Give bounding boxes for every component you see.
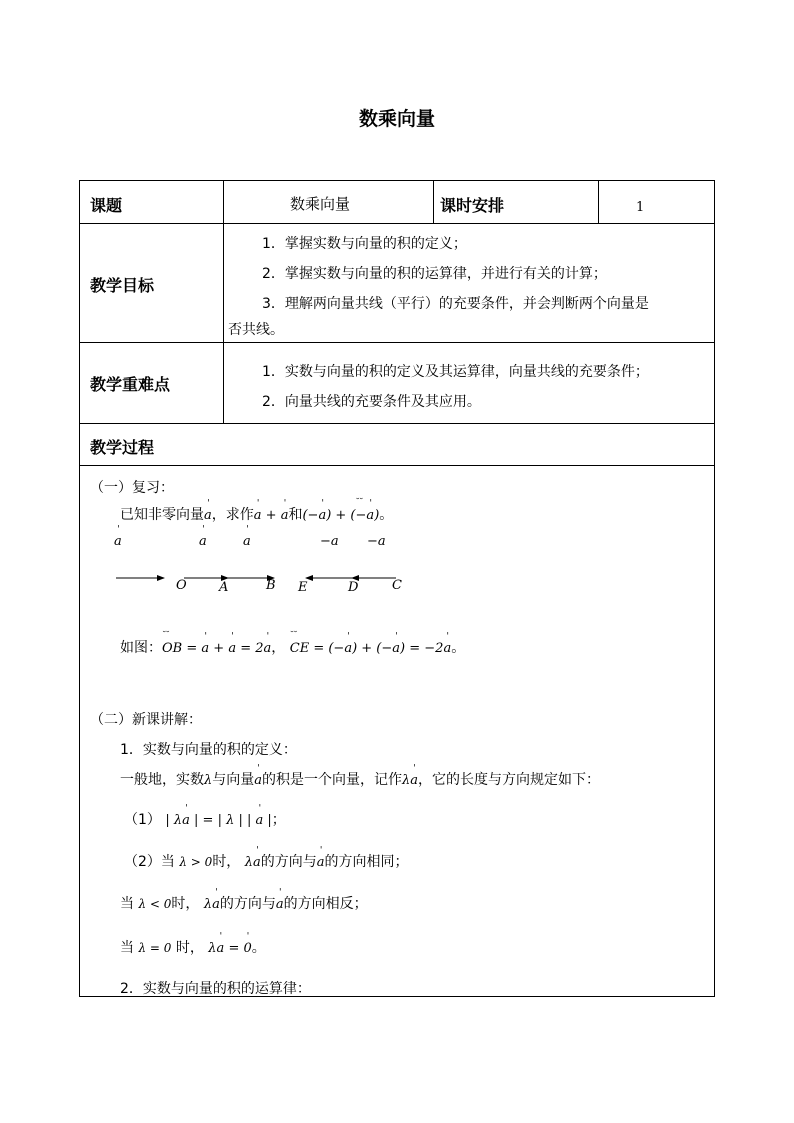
rule-text: 的方向与 [219, 896, 276, 912]
vector-symbol-a: ' a [243, 534, 251, 549]
review-text: 和 [288, 507, 303, 523]
laws-heading: 2．实数与向量的积的运算律： [120, 981, 311, 997]
rule-prefix: 当 [120, 896, 134, 912]
point-label-E: E [298, 580, 308, 595]
new-lesson-heading: （二）新课讲解： [90, 712, 202, 728]
rule-prefix: （2）当 [124, 854, 175, 870]
key-point-line: 1．实数与向量的积的定义及其运算律，向量共线的充要条件； [262, 364, 649, 380]
rule-prefix: 当 [120, 940, 134, 956]
rule-prefix: （1） [124, 812, 161, 828]
rule-text: 的方向相反； [283, 896, 368, 912]
definition-text: 一般地，实数λ与向量' a的积是一个向量，记作λ' a，它的长度与方向规定如下： [120, 769, 600, 789]
topic-value: 数乘向量 [290, 195, 351, 213]
process-label: 教学过程 [90, 438, 155, 457]
goal-line: 2．掌握实数与向量的积的运算律，并进行有关的计算； [262, 266, 607, 282]
rule-2: （2）当 λ > 0时， λ' a的方向与' a的方向相同； [124, 851, 409, 871]
rule-text: 的方向相同； [324, 854, 409, 870]
rule-3: 当 λ < 0时， λ' a的方向与' a的方向相反； [120, 893, 368, 913]
rule-text: 时， [171, 896, 200, 912]
goal-line: 否共线。 [228, 322, 284, 338]
point-label-B: B [266, 578, 276, 593]
rule-text: 时， [212, 854, 241, 870]
goal-line: 3．理解两向量共线（平行）的充要条件，并会判断两个向量是 [262, 296, 649, 312]
point-label-D: D [348, 580, 359, 595]
review-text: 已知非零向量 [120, 507, 204, 523]
definition-text-part: ，它的长度与方向规定如下： [418, 772, 601, 788]
figure-caption: 如图： [120, 640, 162, 656]
rule-1: （1） | λ' a | = | λ | | ' a |； [124, 809, 286, 829]
point-label-C: C [392, 578, 402, 593]
key-point-line: 2．向量共线的充要条件及其应用。 [262, 394, 481, 410]
vector-symbol-neg-a: −a [320, 534, 339, 549]
point-label-A: A [219, 580, 229, 595]
definition-text-part: 一般地，实数 [120, 772, 204, 788]
lesson-table [79, 180, 715, 997]
review-question: 已知非零向量' a，求作' a + ' a和(−' a) + (˘˘ −' a)。 [120, 504, 393, 524]
definition-text-part: 的积是一个向量，记作 [262, 772, 403, 788]
vector-symbol-neg-a: −a [367, 534, 386, 549]
rule-text: 时， [171, 940, 204, 956]
definition-heading: 1．实数与向量的积的定义： [120, 742, 297, 758]
schedule-label: 课时安排 [440, 196, 505, 215]
review-text: ，求作 [211, 507, 254, 523]
review-text: 。 [379, 507, 394, 523]
goal-line: 1．掌握实数与向量的积的定义； [262, 236, 467, 252]
schedule-value: 1 [636, 200, 645, 215]
vector-symbol-a: ' a [199, 534, 207, 549]
review-heading: （一）复习： [90, 480, 174, 496]
vector-symbol-a: ' a [114, 534, 122, 549]
rule-4: 当 λ = 0 时， λ' a = ' 0。 [120, 937, 266, 957]
definition-text-part: 与向量 [212, 772, 255, 788]
page-title: 数乘向量 [358, 108, 435, 130]
goals-label: 教学目标 [90, 276, 155, 295]
rule-text: 的方向与 [260, 854, 317, 870]
topic-label: 课题 [90, 196, 123, 215]
point-label-O: O [176, 578, 187, 593]
figure-explanation: 如图：˘˘ OB = ' a + ' a = 2' a， ˘˘ CE = (−' a) + (−' a) = −2' a。 [120, 637, 465, 657]
key-points-label: 教学重难点 [90, 375, 171, 394]
